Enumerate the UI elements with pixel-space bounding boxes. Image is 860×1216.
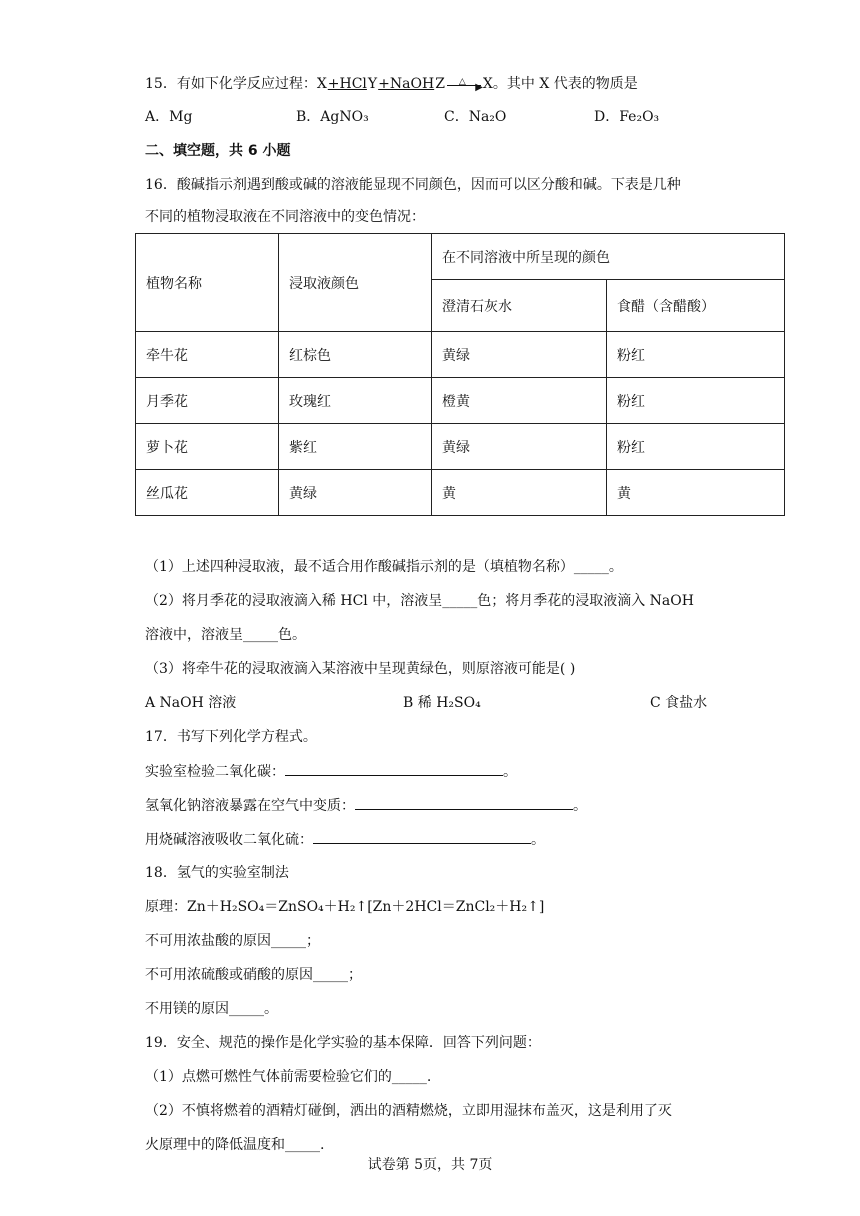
cell: 月季花 [136, 378, 279, 424]
q15-option-c: C．Na₂O [444, 109, 507, 125]
cell: 黄 [607, 470, 785, 516]
q18-reason2: 不可用浓硫酸或硝酸的原因_____； [145, 967, 362, 983]
reaction-arrow-icon: △ ▶ [447, 83, 481, 86]
q15-option-b: B．AgNO₃ [296, 109, 369, 125]
cell: 粉红 [607, 378, 785, 424]
header-group: 在不同溶液中所呈现的颜色 [432, 234, 785, 280]
q16-stem-line1: 16．酸碱指示剂遇到酸或碱的溶液能显现不同颜色，因而可以区分酸和碱。下表是几种 [145, 177, 681, 193]
table-row [136, 424, 785, 470]
q16-sub2-line2: 溶液中，溶液呈_____色。 [145, 627, 306, 643]
cell: 黄 [432, 470, 607, 516]
cell: 粉红 [607, 332, 785, 378]
q17-line3 [145, 829, 545, 850]
indicator-table [135, 233, 785, 516]
q16-sub1: （1）上述四种浸取液，最不适合用作酸碱指示剂的是（填植物名称）_____。 [145, 559, 623, 575]
q19-sub1: （1）点燃可燃性气体前需要检验它们的_____. [145, 1069, 432, 1085]
q15-step1: +HCl [327, 76, 367, 92]
q15-mid1: Y [367, 76, 378, 92]
q19-sub2-line2: 火原理中的降低温度和_____. [145, 1137, 325, 1153]
q16-stem-line2: 不同的植物浸取液在不同溶液中的变色情况： [145, 209, 425, 225]
q18-reason1: 不可用浓盐酸的原因_____； [145, 933, 320, 949]
q17-line2-end: 。 [573, 798, 587, 814]
cell: 紫红 [279, 424, 432, 470]
q17-line1-end: 。 [503, 764, 517, 780]
cell: 丝瓜花 [136, 470, 279, 516]
q18-principle: 原理：Zn＋H₂SO₄＝ZnSO₄＋H₂↑[Zn＋2HCl＝ZnCl₂＋H₂↑] [145, 899, 545, 915]
table-row [136, 332, 785, 378]
cell: 黄绿 [279, 470, 432, 516]
q15-suffix: X。其中 X 代表的物质是 [482, 76, 638, 92]
q17-line3-end: 。 [531, 832, 545, 848]
q17-line2 [145, 795, 587, 816]
table-row [136, 378, 785, 424]
header-plant: 植物名称 [136, 234, 279, 332]
q16-option-a: A NaOH 溶液 [145, 695, 237, 711]
page-footer: 试卷第 5页，共 7页 [367, 1157, 493, 1173]
cell: 萝卜花 [136, 424, 279, 470]
answer-blank [313, 829, 531, 844]
q17-line2-label: 氢氧化钠溶液暴露在空气中变质： [145, 798, 355, 814]
heat-condition: △ [458, 76, 466, 87]
q18-stem: 18．氢气的实验室制法 [145, 865, 289, 881]
q16-option-c: C 食盐水 [650, 695, 708, 711]
q17-stem: 17．书写下列化学方程式。 [145, 729, 317, 745]
q16-sub3: （3）将牵牛花的浸取液滴入某溶液中呈现黄绿色，则原溶液可能是( ) [145, 661, 576, 677]
q16-sub2-line1: （2）将月季花的浸取液滴入稀 HCl 中，溶液呈_____色；将月季花的浸取液滴入 NaOH [145, 593, 694, 609]
cell: 红棕色 [279, 332, 432, 378]
q15-step2: +NaOH [378, 76, 435, 92]
answer-blank [285, 761, 503, 776]
cell: 粉红 [607, 424, 785, 470]
q15-option-d: D．Fe₂O₃ [594, 109, 660, 125]
q17-line1 [145, 761, 517, 782]
cell: 黄绿 [432, 332, 607, 378]
answer-blank [355, 795, 573, 810]
cell: 橙黄 [432, 378, 607, 424]
q15-mid2: Z [435, 76, 445, 92]
q17-line1-label: 实验室检验二氧化碳： [145, 764, 285, 780]
table-row [136, 470, 785, 516]
header-limewater: 澄清石灰水 [432, 280, 607, 332]
q15-stem [145, 74, 638, 94]
header-extract: 浸取液颜色 [279, 234, 432, 332]
header-vinegar: 食醋（含醋酸） [607, 280, 785, 332]
q16-option-b: B 稀 H₂SO₄ [403, 695, 481, 711]
cell: 牵牛花 [136, 332, 279, 378]
q19-sub2-line1: （2）不慎将燃着的酒精灯碰倒，洒出的酒精燃烧，立即用湿抹布盖灭，这是利用了灭 [145, 1103, 672, 1119]
cell: 玫瑰红 [279, 378, 432, 424]
q18-reason3: 不用镁的原因_____。 [145, 1001, 278, 1017]
cell: 黄绿 [432, 424, 607, 470]
q15-option-a: A．Mg [145, 109, 193, 125]
q19-stem: 19．安全、规范的操作是化学实验的基本保障．回答下列问题： [145, 1035, 541, 1051]
q15-prefix: 15．有如下化学反应过程：X [145, 76, 327, 92]
q17-line3-label: 用烧碱溶液吸收二氧化硫： [145, 832, 313, 848]
section-title: 二、填空题，共 6 小题 [145, 143, 291, 159]
